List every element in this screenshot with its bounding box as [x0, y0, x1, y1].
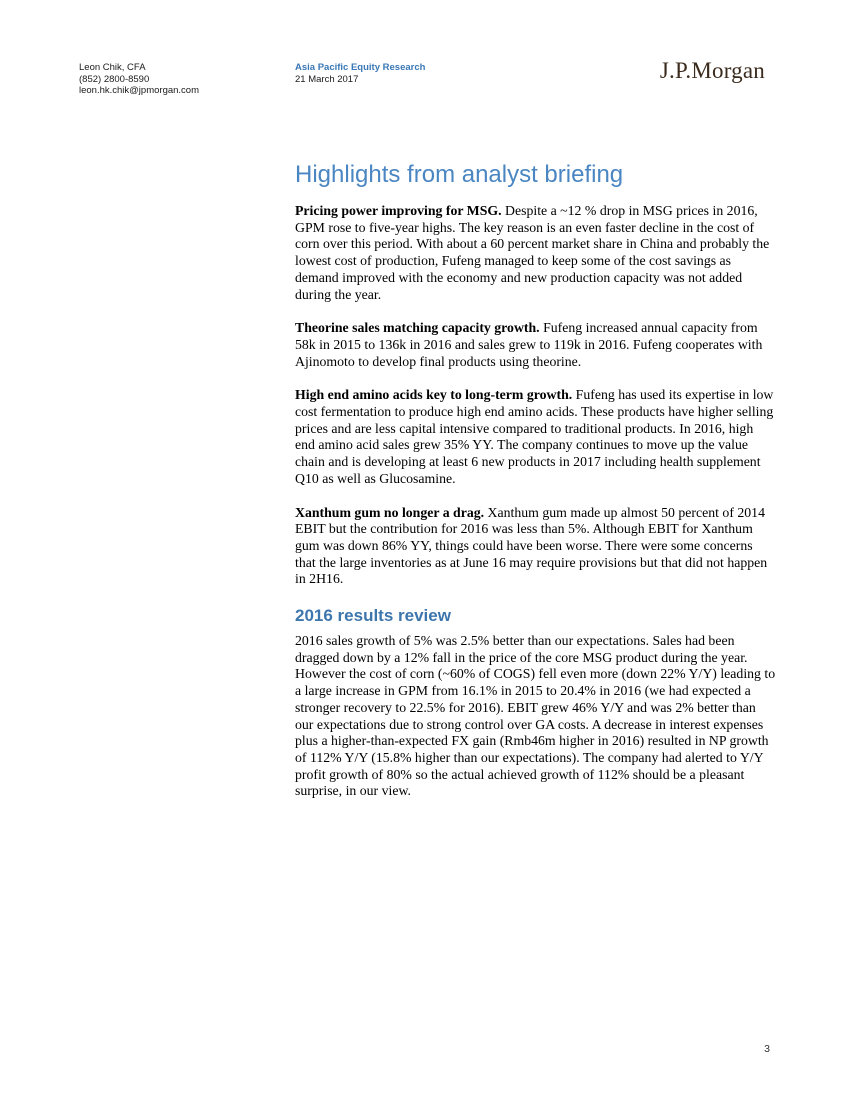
research-division-block — [295, 62, 425, 85]
paragraph-amino-acids — [295, 387, 776, 487]
report-date: 21 March 2017 — [295, 73, 359, 85]
paragraph-lead: Xanthum gum no longer a drag. — [295, 504, 485, 520]
analyst-contact-block — [79, 62, 199, 97]
paragraph-2016-results: 2016 sales growth of 5% was 2.5% better than our expectations. Sales had been dragged down by a 12% fall in the price of the core MSG product during the year. However the cost of corn (~60% of COGS) fell even more (down 22% Y/Y) leading to a large increase in GPM from 16.1% in 2015 to 20.4% in 2016 (we had expected a stronger recovery to 22.5% for 2016). EBIT grew 46% Y/Y and was 2% better than our expectations due to strong control over GA costs. A decrease in interest expenses plus a higher-than-expected FX gain (Rmb46m higher in 2016) resulted in NP growth of 112% Y/Y (15.8% higher than our expectations). The company had alerted to Y/Y profit growth of 80% so the actual achieved growth of 112% should be a pleasant surprise, in our view. — [295, 633, 776, 799]
research-division-title: Asia Pacific Equity Research — [295, 62, 426, 73]
paragraph-theorine-sales — [295, 320, 776, 370]
paragraph-pricing-power — [295, 203, 776, 303]
analyst-email: leon.hk.chik@jpmorgan.com — [79, 85, 200, 97]
paragraph-lead: High end amino acids key to long-term growth. — [295, 387, 573, 403]
paragraph-xanthum-gum — [295, 505, 776, 589]
paragraph-lead: Pricing power improving for MSG. — [295, 203, 502, 218]
page-title: Highlights from analyst briefing — [295, 161, 624, 188]
section-heading-2016-results: 2016 results review — [295, 606, 451, 626]
analyst-phone: (852) 2800-8590 — [79, 73, 150, 85]
paragraph-text: Despite a ~12 % drop in MSG prices in 2016, GPM rose to five-year highs. The key reason is an even faster decline in the cost of corn over this period. With about a 60 percent market share in China and probably the lowest cost of production, Fufeng managed to keep some of the cost savings as demand improved with the economy and new production capacity was not added during the year. — [295, 203, 770, 302]
paragraph-text: Fufeng increased annual capacity from 58k in 2015 to 136k in 2016 and sales grew to 119k in 2016. Fufeng cooperates with Ajinomoto to develop final products using theorine. — [295, 320, 763, 369]
page-number: 3 — [764, 1043, 770, 1055]
analyst-name: Leon Chik, CFA — [79, 62, 146, 73]
jpmorgan-logo: J.P.Morgan — [659, 58, 765, 83]
paragraph-lead: Theorine sales matching capacity growth. — [295, 320, 540, 336]
main-content — [295, 160, 776, 817]
paragraph-text: Xanthum gum made up almost 50 percent of 2014 EBIT but the contribution for 2016 was less than 5%. Although EBIT for Xanthum gum was down 86% YY, things could have been worse. There were some concerns that the large inventories as at June 16 may require provisions but that did not happen in 2H16. — [295, 504, 768, 587]
paragraph-text: Fufeng has used its expertise in low cost fermentation to produce high end amino acids. These products have higher selling prices and are less capital intensive compared to traditional products. In 2016, high end amino acid sales grew 35% YY. The company continues to move up the value chain and is developing at least 6 new products in 2017 including health supplement Q10 as well as Glucosamine. — [295, 387, 774, 486]
